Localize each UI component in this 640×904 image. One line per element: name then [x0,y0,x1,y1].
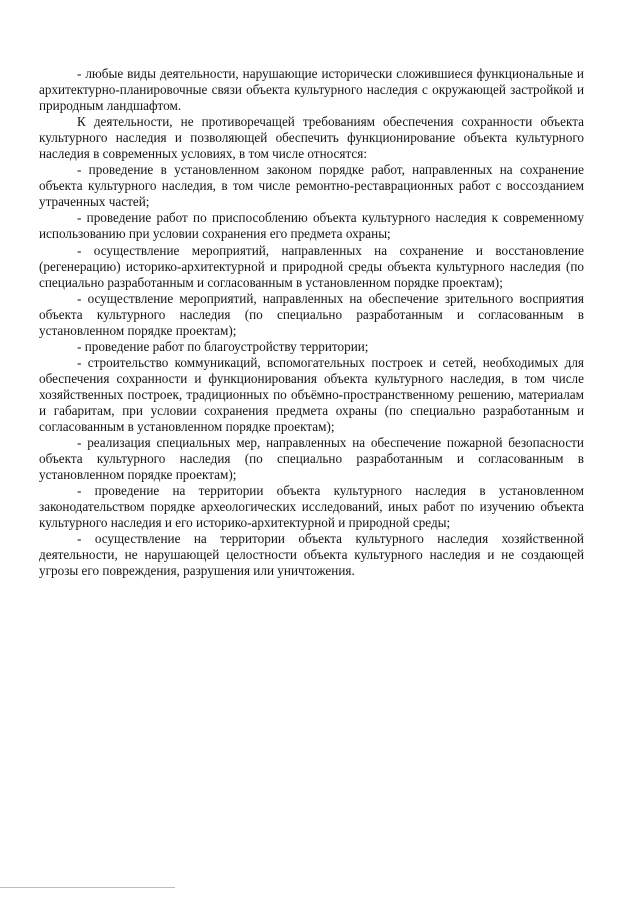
permitted-activities-intro: К деятельности, не противоречащей требованиям обеспечения сохранности объекта культурного наследия и позволяющей обеспечить функционирование объекта культурного наследия в современных условиях, в том числе относятся: [39,114,584,162]
permitted-activity-item: - проведение на территории объекта культурного наследия в установленном законодательством порядке археологических исследований, иных работ по изучению объекта культурного наследия и его историко-архитектурной и природной среды; [39,483,584,531]
permitted-activity-item: - проведение работ по приспособлению объекта культурного наследия к современному использованию при условии сохранения его предмета охраны; [39,210,584,242]
permitted-activity-item: - проведение работ по благоустройству территории; [77,338,369,354]
permitted-activity-item: - реализация специальных мер, направленных на обеспечение пожарной безопасности объекта культурного наследия (по специально разработанным и согласованным в установленном порядке проектам); [39,435,584,483]
permitted-activity-item: - строительство коммуникаций, вспомогательных построек и сетей, необходимых для обеспечения сохранности и функционирования объекта культурного наследия, в том числе хозяйственных построек, традиционных по объёмно-пространственному решению, материалам и габаритам, при условии сохранения предмета охраны (по специально разработанным и согласованным в установленном порядке проектам); [39,354,584,435]
footer-rule [0,887,175,888]
document-body [39,66,584,580]
permitted-activity-item: - осуществление мероприятий, направленных на сохранение и восстановление (регенерацию) историко-архитектурной и природной среды объекта культурного наследия (по специально разработанным и согласованным в установленном порядке проектам); [39,242,584,290]
permitted-activity-item: - осуществление на территории объекта культурного наследия хозяйственной деятельности, не нарушающей целостности объекта культурного наследия и не создающей угрозы его повреждения, разрушения или уничтожения. [39,531,584,579]
prohibited-activity-item: - любые виды деятельности, нарушающие исторически сложившиеся функциональные и архитектурно-планировочные связи объекта культурного наследия с окружающей застройкой и природным ландшафтом. [39,66,584,114]
permitted-activity-item: - осуществление мероприятий, направленных на обеспечение зрительного восприятия объекта культурного наследия (по специально разработанным и согласованным в установленном порядке проектам); [39,290,584,338]
permitted-activity-item: - проведение в установленном законом порядке работ, направленных на сохранение объекта культурного наследия, в том числе ремонтно-реставрационных работ с воссозданием утраченных частей; [39,162,584,210]
